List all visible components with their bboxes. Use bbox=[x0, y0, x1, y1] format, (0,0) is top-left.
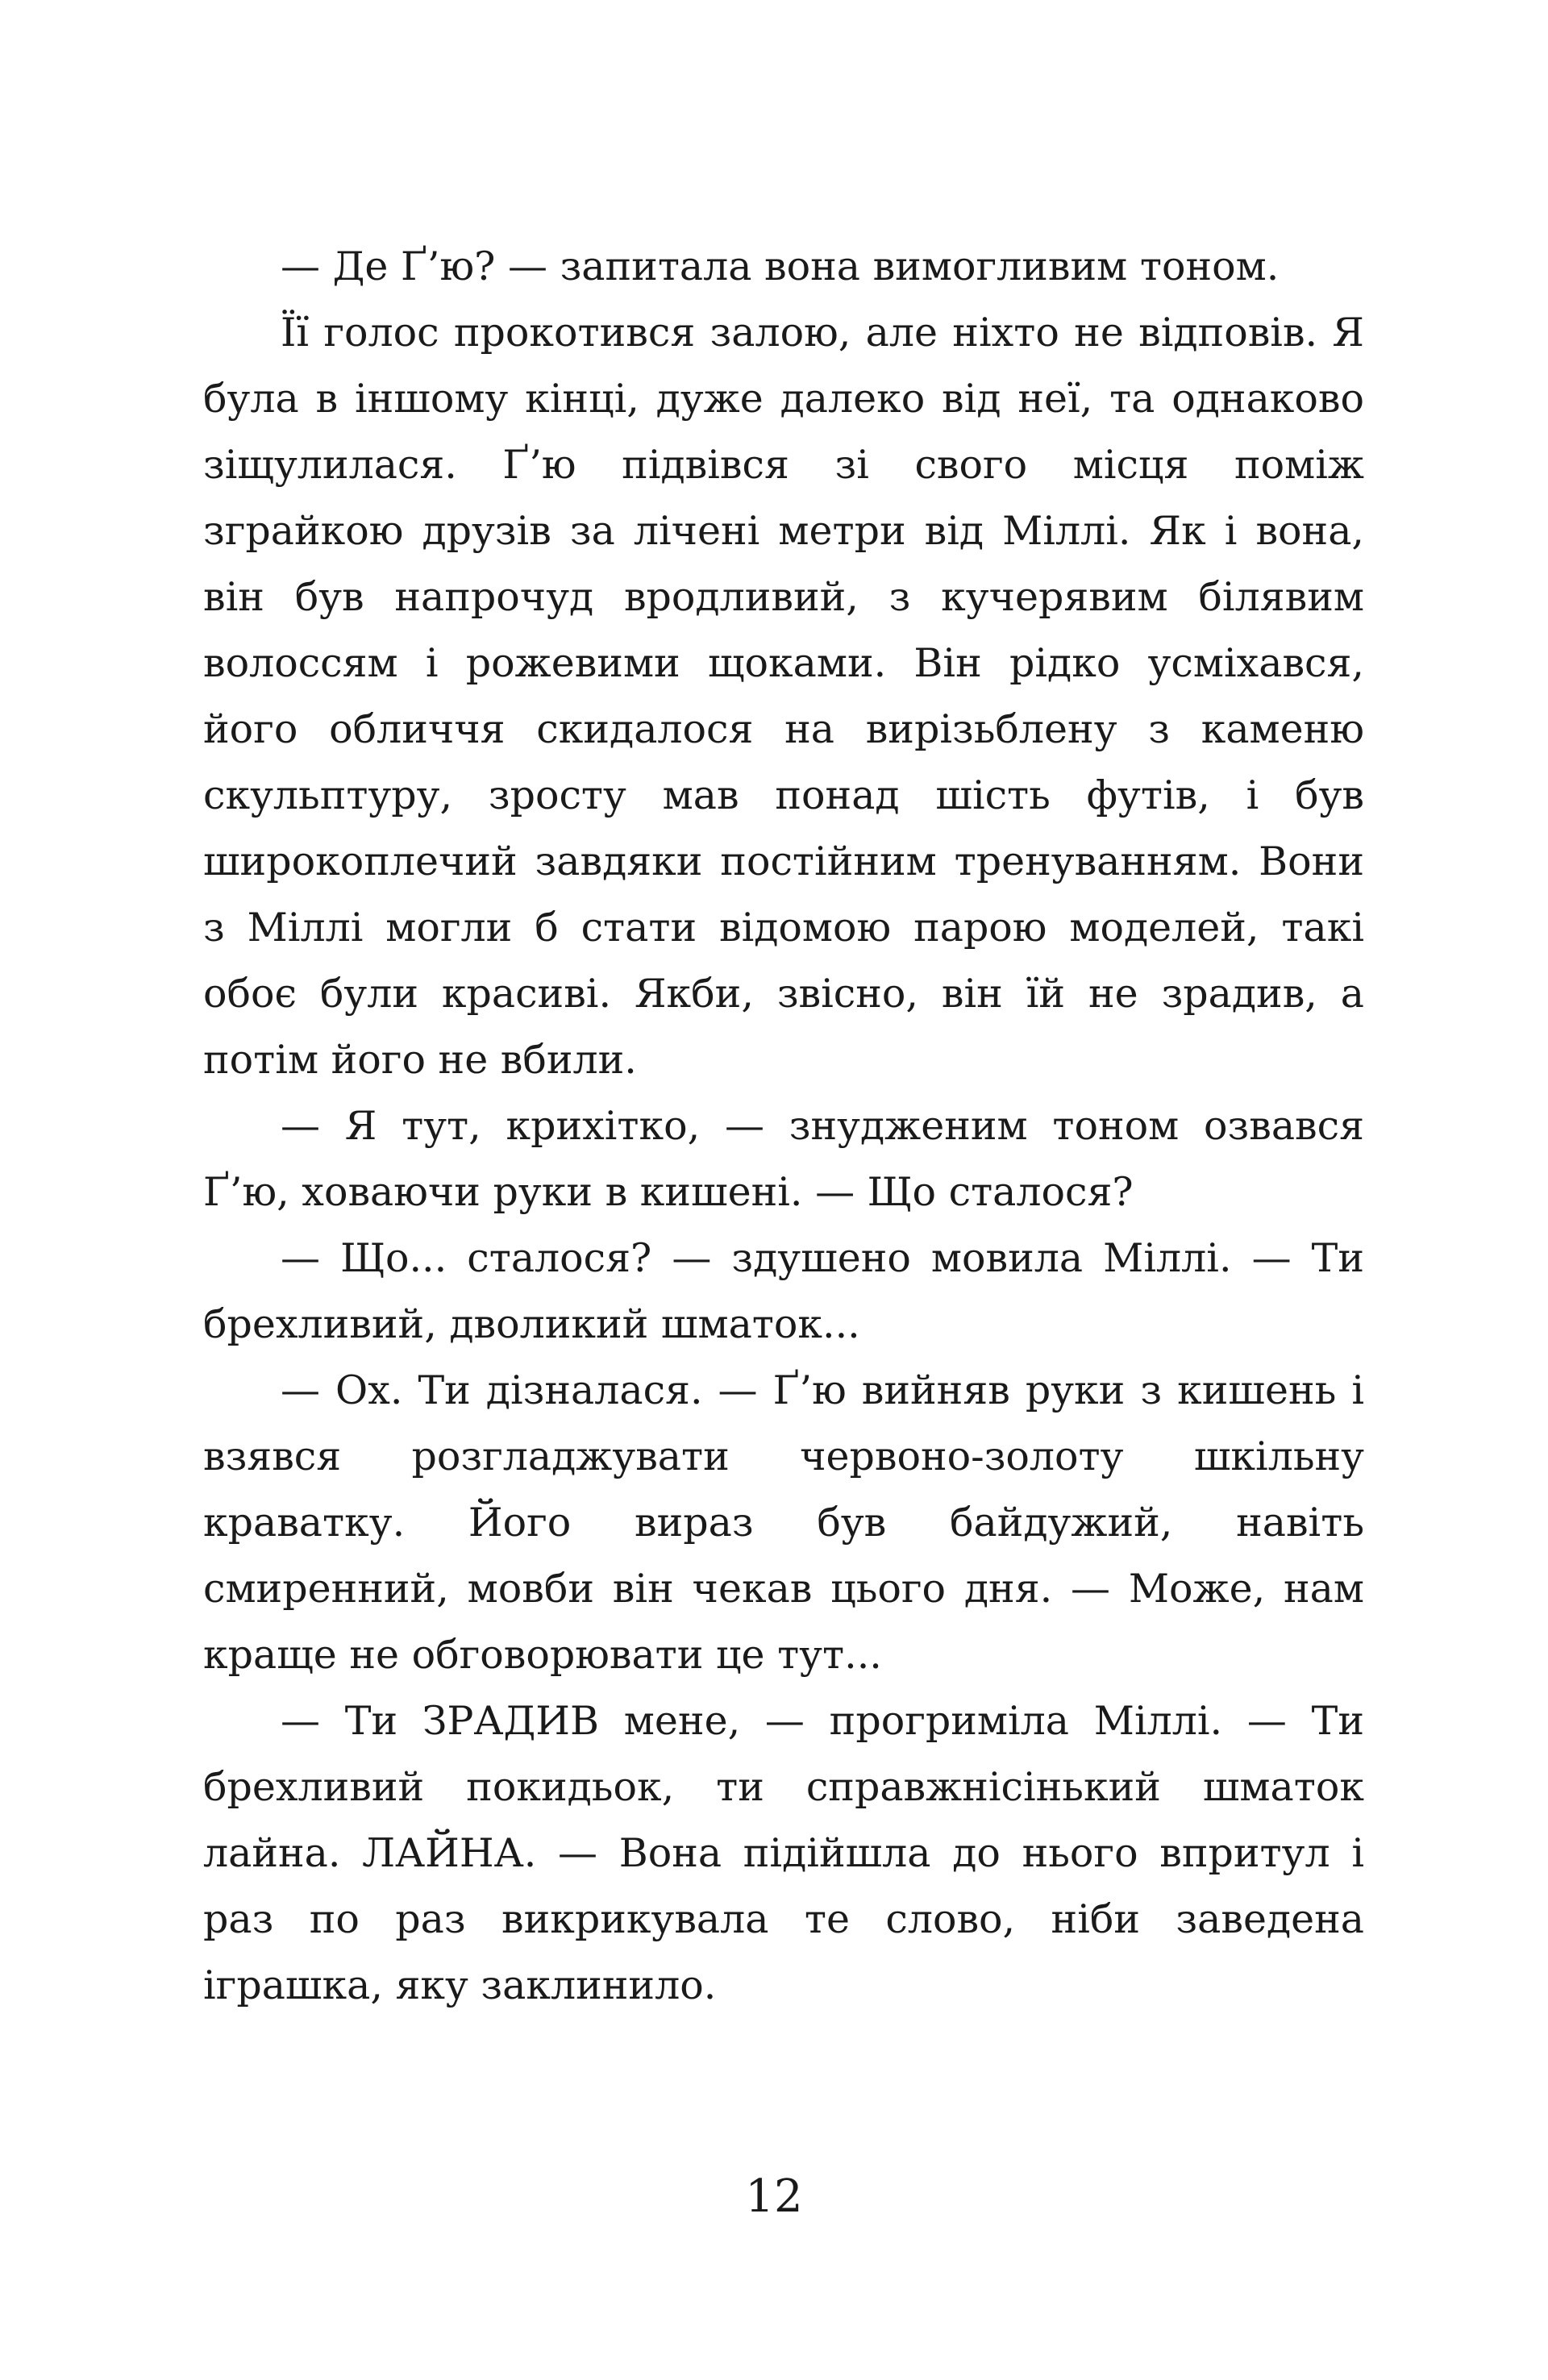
paragraph-2: Її голос прокотився залою, але ніхто не відповів. Я була в іншому кінці, дуже далеко від неї, та однаково зіщулилася. Ґ’ю підвівся зі свого місця поміж зграйкою друзів за лічені метри від Міллі. Як і вона, він був напрочуд вродливий, з кучерявим білявим волоссям і рожевими щоками. Він рідко усміхався, його обличчя скидалося на вирізьблену з каменю скульптуру, зросту мав понад шість футів, і був широкоплечий завдяки постійним тренуванням. Вони з Міллі могли б стати відомою парою моделей, такі обоє були красиві. Якби, звісно, він їй не зрадив, а потім його не вбили. bbox=[203, 310, 1364, 1083]
body-text bbox=[203, 234, 1364, 2019]
paragraph-5: — Ох. Ти дізналася. — Ґ’ю вийняв руки з кишень і взявся розгладжувати червоно-золоту шкільну краватку. Його вираз був байдужий, навіть смиренний, мовби він чекав цього дня. — Може, нам краще не обговорювати це тут... bbox=[203, 1367, 1364, 1678]
paragraph-4: — Що... сталося? — здушено мовила Міллі. — Ти брехливий, дволикий шматок... bbox=[203, 1235, 1364, 1347]
paragraph-6: — Ти ЗРАДИВ мене, — прогриміла Міллі. — Ти брехливий покидьок, ти справжнісінький шматок лайна. ЛАЙНА. — Вона підійшла до нього впритул і раз по раз викрикувала те слово, ніби заведена іграшка, яку заклинило. bbox=[203, 1698, 1364, 2008]
paragraph-3: — Я тут, крихітко, — знудженим тоном озвався Ґ’ю, ховаючи руки в кишені. — Що сталося? bbox=[203, 1103, 1364, 1215]
paragraph-1: — Де Ґ’ю? — запитала вона вимогливим тоном. bbox=[281, 243, 1280, 289]
page-number: 12 bbox=[745, 2170, 803, 2223]
